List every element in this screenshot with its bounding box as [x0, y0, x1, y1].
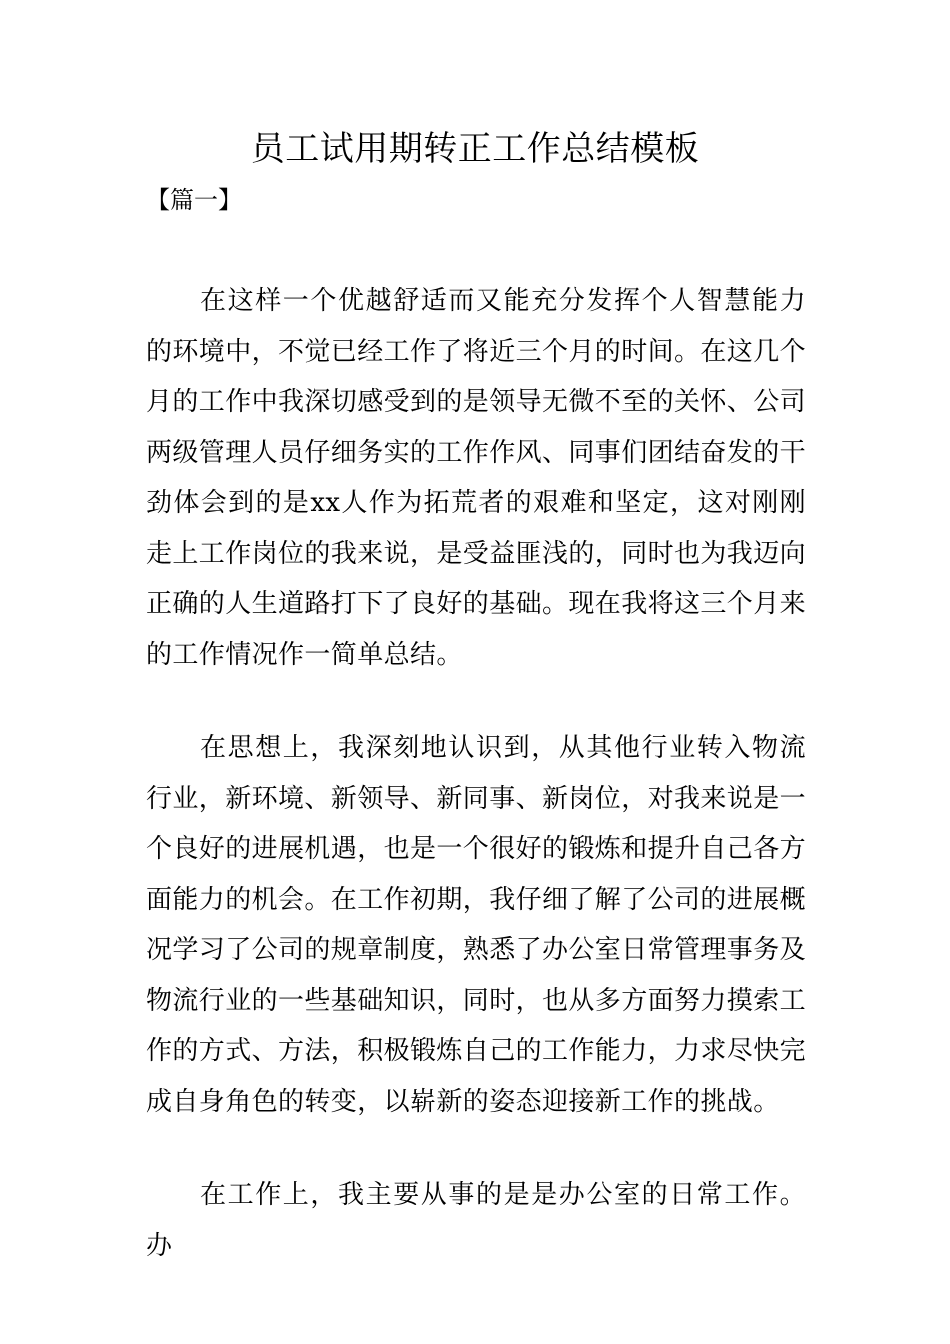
body-paragraph: 在思想上，我深刻地认识到，从其他行业转入物流行业，新环境、新领导、新同事、新岗位，对我来说是一个良好的进展机遇，也是一个很好的锻炼和提升自己各方面能力的机会。在工作初期，我仔细了解了公司的进展概况学习了公司的规章制度，熟悉了办公室日常管理事务及物流行业的一些基础知识，同时，也从多方面努力摸索工作的方式、方法，积极锻炼自己的工作能力，力求尽快完成自身角色的转变，以崭新的姿态迎接新工作的挑战。	[146, 733, 807, 1117]
document-title: 员工试用期转正工作总结模板	[250, 129, 700, 169]
body-paragraph: 在工作上，我主要从事的是是办公室的日常工作。办	[146, 1180, 806, 1261]
body-paragraph: 在这样一个优越舒适而又能充分发挥个人智慧能力的环境中，不觉已经工作了将近三个月的时间。在这几个月的工作中我深切感受到的是领导无微不至的关怀、公司两级管理人员仔细务实的工作作风、同事们团结奋发的干劲体会到的是xx人作为拓荒者的艰难和坚定，这对刚刚走上工作岗位的我来说，是受益匪浅的，同时也为我迈向正确的人生道路打下了良好的基础。现在我将这三个月来的工作情况作一简单总结。	[146, 286, 807, 670]
section-label: 【篇一】	[146, 186, 242, 214]
